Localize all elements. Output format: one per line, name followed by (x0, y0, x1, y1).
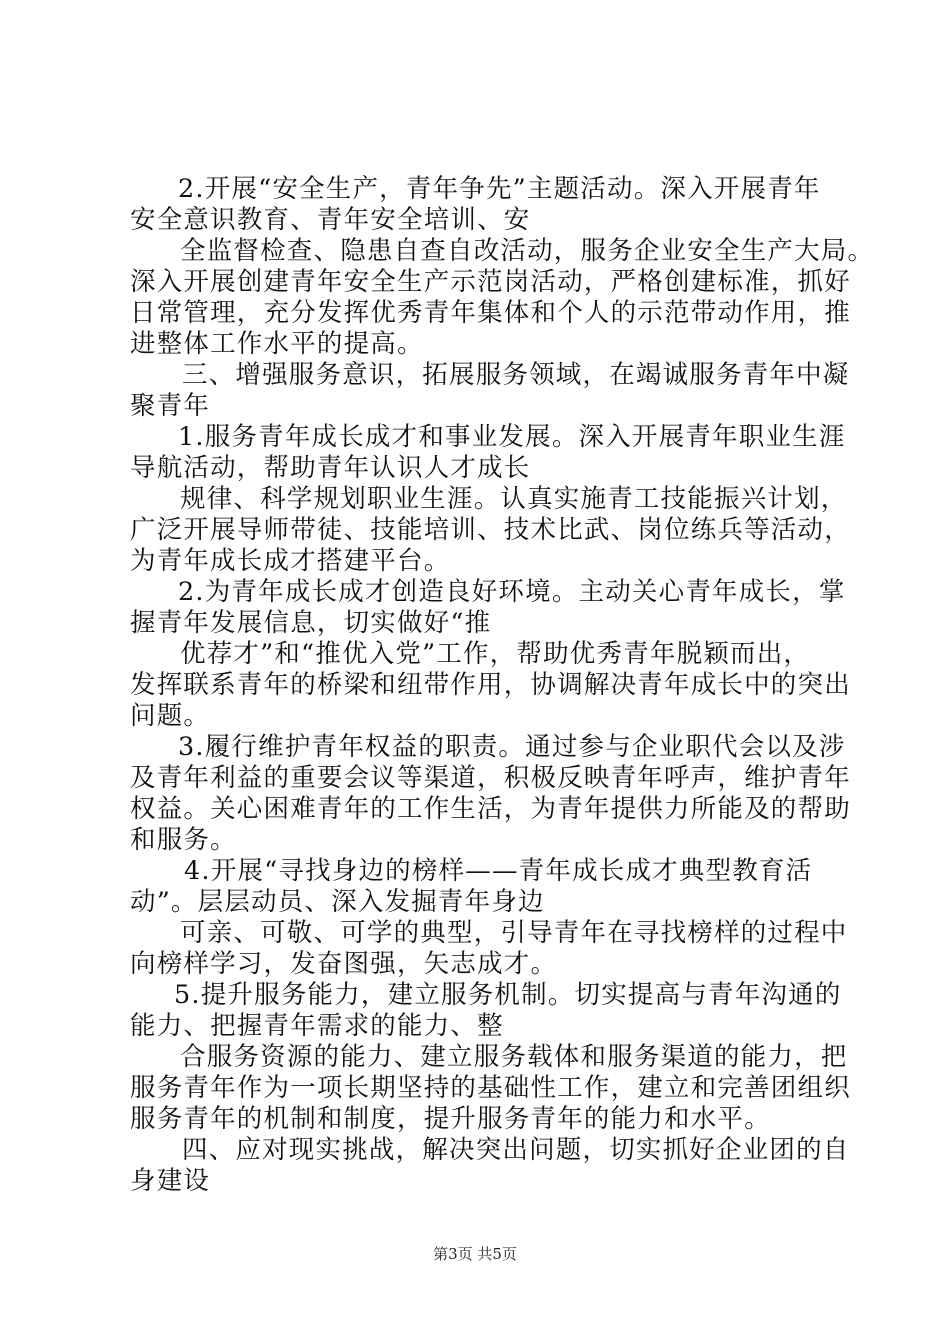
document-text-line: 全监督检查、隐患自查自改活动，服务企业安全生产大局。 (180, 236, 875, 266)
document-text-line: 服务青年作为一项长期坚持的基础性工作，建立和完善团组织 (130, 1073, 851, 1103)
document-text-line: 四、应对现实挑战，解决突出问题，切实抓好企业团的自 (182, 1135, 850, 1165)
document-text-line: 导航活动，帮助青年认识人才成长 (130, 453, 531, 483)
document-text-line: 安全意识教育、青年安全培训、安 (130, 205, 531, 235)
document-text-line: 问题。 (130, 701, 211, 731)
document-text-line: 优荐才”和“推优入党”工作，帮助优秀青年脱颖而出， (180, 639, 811, 669)
document-text-line: 和服务。 (130, 825, 237, 855)
document-text-line: 进整体工作水平的提高。 (130, 329, 424, 359)
document-text-line: 权益。关心困难青年的工作生活，为青年提供力所能及的帮助 (130, 794, 851, 824)
document-text-line: 可亲、可敬、可学的典型，引导青年在寻找榜样的过程中 (180, 918, 848, 948)
document-text-line: 及青年利益的重要会议等渠道，积极反映青年呼声，维护青年 (130, 763, 851, 793)
document-text-line: 2.开展“安全生产，青年争先”主题活动。深入开展青年 (178, 174, 821, 204)
document-text-line: 聚青年 (130, 391, 211, 421)
document-text-line: 身建设 (130, 1166, 211, 1196)
page-footer: 第3页 共5页 (433, 1245, 517, 1263)
document-text-line: 三、增强服务意识，拓展服务领域，在竭诚服务青年中凝 (182, 360, 850, 390)
document-text-line: 发挥联系青年的桥梁和纽带作用，协调解决青年成长中的突出 (130, 670, 851, 700)
document-text-line: 为青年成长成才搭建平台。 (130, 546, 451, 576)
document-text-line: 深入开展创建青年安全生产示范岗活动，严格创建标准，抓好 (130, 267, 851, 297)
document-text-line: 5.提升服务能力，建立服务机制。切实提高与青年沟通的 (174, 980, 842, 1010)
document-text-line: 合服务资源的能力、建立服务载体和服务渠道的能力，把 (180, 1042, 848, 1072)
document-text-line: 4.开展“寻找身边的榜样——青年成长成才典型教育活 (184, 856, 813, 886)
document-text-line: 向榜样学习，发奋图强，矢志成才。 (130, 949, 558, 979)
document-text-line: 握青年发展信息，切实做好“推 (130, 608, 492, 638)
document-text-line: 3.履行维护青年权益的职责。通过参与企业职代会以及涉 (178, 732, 846, 762)
document-text-line: 能力、把握青年需求的能力、整 (130, 1011, 504, 1041)
document-text-line: 服务青年的机制和制度，提升服务青年的能力和水平。 (130, 1104, 771, 1134)
document-text-line: 日常管理，充分发挥优秀青年集体和个人的示范带动作用，推 (130, 298, 851, 328)
document-body (130, 174, 875, 1197)
document-text-line: 2.为青年成长成才创造良好环境。主动关心青年成长，掌 (178, 577, 846, 607)
document-text-line: 广泛开展导师带徒、技能培训、技术比武、岗位练兵等活动， (130, 515, 851, 545)
document-text-line: 动”。层层动员、深入发掘青年身边 (130, 887, 545, 917)
document-text-line: 1.服务青年成长成才和事业发展。深入开展青年职业生涯 (178, 422, 846, 452)
document-text-line: 规律、科学规划职业生涯。认真实施青工技能振兴计划， (180, 484, 848, 514)
